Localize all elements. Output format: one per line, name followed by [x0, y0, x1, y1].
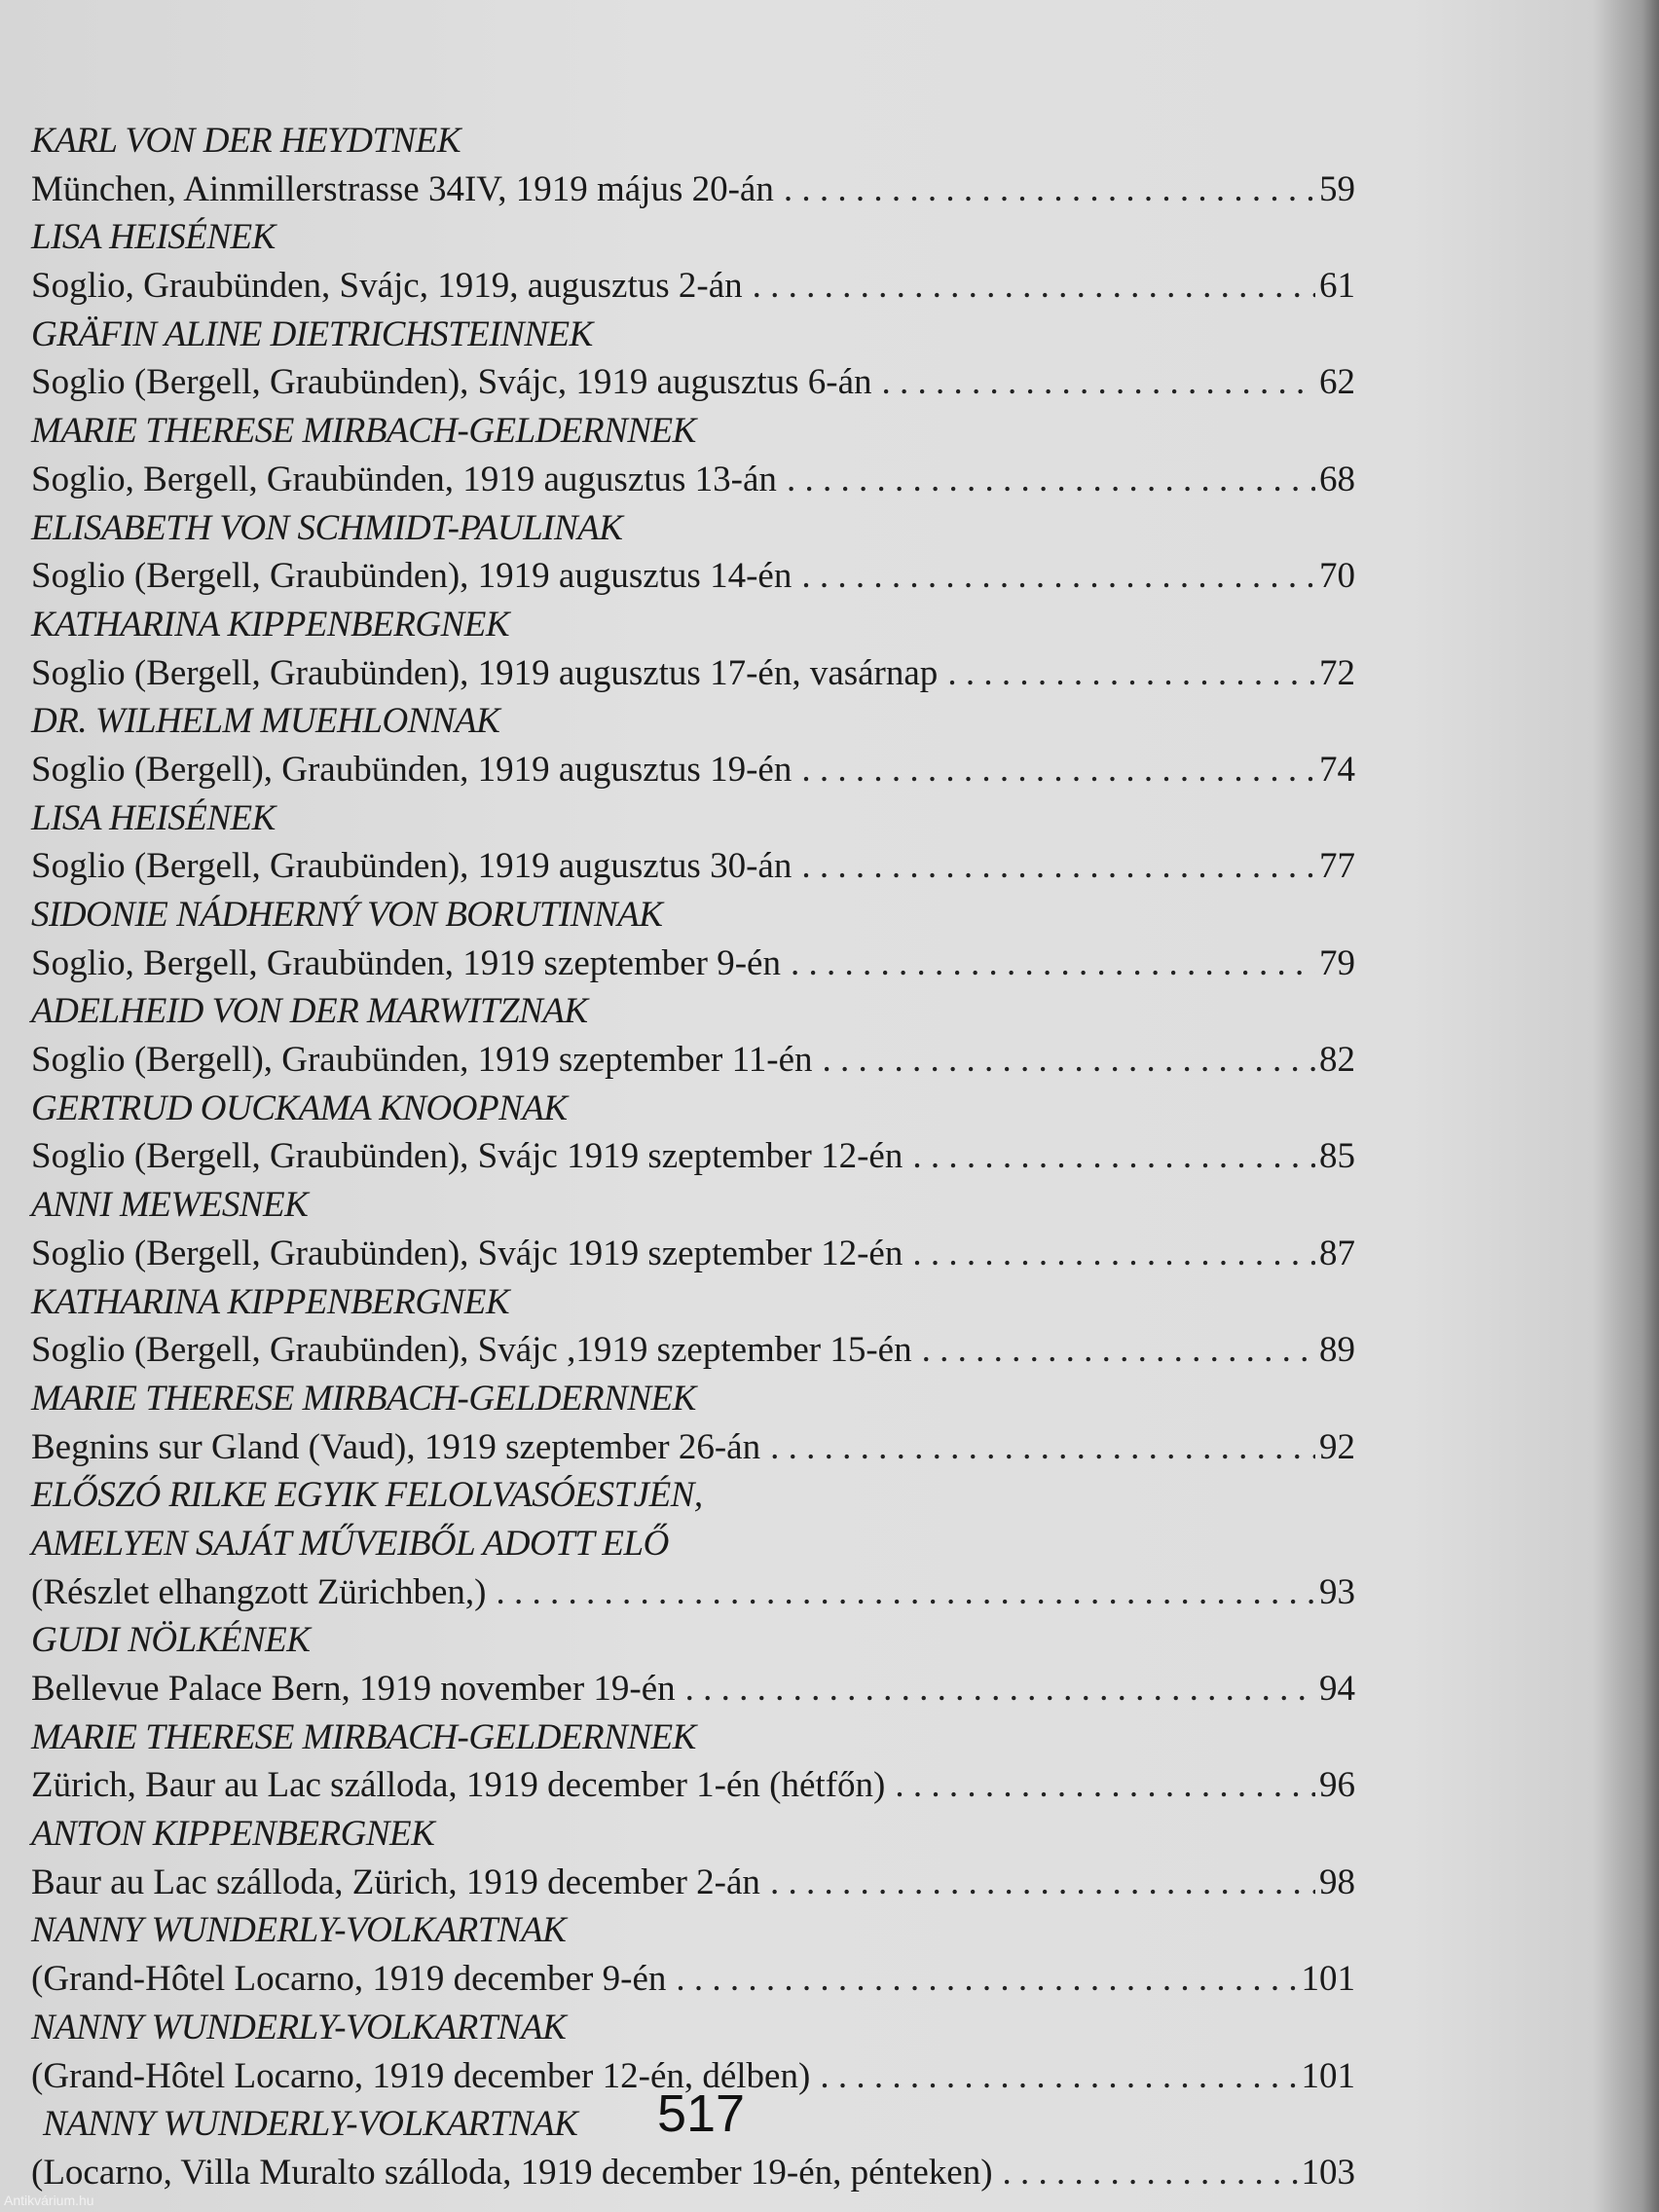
entry-place: Begnins sur Gland (Vaud), 1919 szeptember 26-án — [31, 1426, 761, 1467]
dot-leader — [784, 166, 1315, 214]
toc-entry — [31, 117, 1355, 213]
entry-place-line — [31, 1326, 1355, 1375]
entry-recipient: KATHARINA KIPPENBERGNEK — [31, 1281, 510, 1322]
watermark: Antikvárium.hu — [4, 2193, 94, 2208]
dot-leader — [685, 1665, 1315, 1714]
entry-place-line — [31, 1230, 1355, 1278]
entry-place: Soglio, Bergell, Graubünden, 1919 szeptember 9-én — [31, 942, 781, 983]
dot-leader — [770, 1859, 1315, 1907]
entry-place-line — [31, 1955, 1355, 2004]
entry-page: 72 — [1319, 652, 1355, 693]
entry-recipient: KARL VON DER HEYDTNEK — [31, 121, 461, 161]
entry-recipient: LISA HEISÉNEK — [31, 217, 276, 258]
toc-entry — [31, 213, 1355, 310]
toc-entry — [31, 1278, 1355, 1375]
entry-place-line — [31, 1423, 1355, 1472]
dot-leader — [676, 1955, 1297, 2004]
entry-recipient: LISA HEISÉNEK — [31, 797, 276, 838]
entry-place: (Grand-Hôtel Locarno, 1919 december 9-én — [31, 1959, 667, 2000]
entry-place: Soglio (Bergell, Graubünden), 1919 augusztus 17-én, vasárnap — [31, 652, 939, 693]
entry-page: 101 — [1301, 1959, 1355, 2000]
toc-entry — [31, 697, 1355, 793]
entry-page: 70 — [1319, 556, 1355, 597]
entry-place: Soglio (Bergell, Graubünden), Svájc, 1919 augusztus 6-án — [31, 362, 872, 403]
entry-recipient: GERTRUD OUCKAMA KNOOPNAK — [31, 1088, 568, 1128]
toc-entry — [31, 1616, 1355, 1713]
entry-recipient: AMELYEN SAJÁT MŰVEIBŐL ADOTT ELŐ — [31, 1523, 669, 1564]
toc-entry — [31, 1375, 1355, 1471]
entry-place-line — [31, 842, 1355, 891]
entry-recipient: ANNI MEWESNEK — [31, 1185, 309, 1226]
dot-leader — [801, 746, 1315, 794]
entry-place: Bellevue Palace Bern, 1919 november 19-én — [31, 1669, 676, 1709]
entry-page: 62 — [1319, 362, 1355, 403]
entry-place-line — [31, 1132, 1355, 1181]
entry-place: (Részlet elhangzott Zürichben,) — [31, 1571, 487, 1612]
entry-page: 103 — [1301, 2152, 1355, 2193]
entry-place-line — [31, 1761, 1355, 1810]
entry-recipient: KATHARINA KIPPENBERGNEK — [31, 604, 510, 645]
dot-leader — [922, 1326, 1315, 1375]
toc-entry — [31, 891, 1355, 987]
entry-place: Soglio (Bergell, Graubünden), Svájc ,1919 szeptember 15-én — [31, 1330, 912, 1371]
entry-place-line — [31, 358, 1355, 407]
entry-page: 96 — [1319, 1765, 1355, 1806]
entry-recipient: MARIE THERESE MIRBACH-GELDERNNEK — [31, 1716, 696, 1757]
entry-page: 98 — [1319, 1862, 1355, 1902]
toc-entry — [31, 1810, 1355, 1906]
entry-place: Soglio (Bergell, Graubünden), Svájc 1919 szeptember 12-én — [31, 1136, 903, 1177]
toc-entry — [31, 504, 1355, 601]
dot-leader — [882, 358, 1315, 407]
toc-entry — [31, 987, 1355, 1084]
entry-recipient: NANNY WUNDERLY-VOLKARTNAK — [31, 2007, 567, 2047]
entry-place-line — [31, 1036, 1355, 1085]
table-of-contents — [31, 117, 1355, 2197]
entry-page: 101 — [1301, 2055, 1355, 2096]
entry-place: Soglio (Bergell, Graubünden), 1919 augusztus 30-án — [31, 846, 793, 887]
dot-leader — [820, 2052, 1297, 2101]
entry-recipient: NANNY WUNDERLY-VOLKARTNAK — [43, 2104, 578, 2145]
entry-recipient: DR. WILHELM MUEHLONNAK — [31, 701, 500, 742]
dot-leader — [770, 1423, 1315, 1472]
entry-page: 61 — [1319, 266, 1355, 307]
entry-place: Soglio (Bergell), Graubünden, 1919 augusztus 19-én — [31, 749, 793, 790]
entry-page: 77 — [1319, 846, 1355, 887]
dot-leader — [496, 1568, 1315, 1617]
dot-leader — [1003, 2149, 1298, 2197]
entry-place-line — [31, 649, 1355, 698]
entry-place: Zürich, Baur au Lac szálloda, 1919 december 1-én (hétfőn) — [31, 1765, 886, 1806]
entry-recipient: MARIE THERESE MIRBACH-GELDERNNEK — [31, 411, 696, 452]
page-number: 517 — [656, 2084, 746, 2143]
entry-place-line — [31, 2149, 1355, 2197]
toc-entry — [31, 601, 1355, 697]
entry-recipient: NANNY WUNDERLY-VOLKARTNAK — [31, 1910, 567, 1951]
dot-leader — [801, 842, 1315, 891]
entry-page: 74 — [1319, 749, 1355, 790]
dot-leader — [787, 456, 1315, 504]
toc-entry — [31, 1906, 1355, 2003]
entry-place-line — [31, 552, 1355, 601]
entry-place-line — [31, 262, 1355, 311]
entry-place: (Locarno, Villa Muralto szálloda, 1919 december 19-én, pénteken) — [31, 2152, 993, 2193]
entry-recipient: MARIE THERESE MIRBACH-GELDERNNEK — [31, 1378, 696, 1419]
entry-place: Baur au Lac szálloda, Zürich, 1919 december 2-án — [31, 1862, 760, 1902]
entry-page: 85 — [1319, 1136, 1355, 1177]
dot-leader — [753, 262, 1315, 311]
dot-leader — [895, 1761, 1315, 1810]
entry-place: Soglio (Bergell, Graubünden), 1919 augusztus 14-én — [31, 556, 793, 597]
entry-place-line — [31, 456, 1355, 504]
entry-place-line — [31, 1665, 1355, 1714]
entry-place-line — [31, 746, 1355, 794]
entry-page: 87 — [1319, 1233, 1355, 1273]
entry-page: 94 — [1319, 1669, 1355, 1709]
entry-page: 79 — [1319, 942, 1355, 983]
toc-entry — [31, 407, 1355, 503]
entry-place: Soglio (Bergell), Graubünden, 1919 szeptember 11-én — [31, 1040, 813, 1081]
dot-leader — [912, 1132, 1315, 1181]
entry-page: 89 — [1319, 1330, 1355, 1371]
toc-entry — [31, 1471, 1355, 1616]
toc-entry — [31, 794, 1355, 891]
entry-recipient: ADELHEID VON DER MARWITZNAK — [31, 991, 588, 1032]
entry-place-line — [31, 940, 1355, 988]
entry-place: Soglio, Bergell, Graubünden, 1919 augusztus 13-án — [31, 459, 777, 499]
dot-leader — [823, 1036, 1316, 1085]
entry-page: 82 — [1319, 1040, 1355, 1081]
entry-place: Soglio, Graubünden, Svájc, 1919, augusztus 2-án — [31, 266, 743, 307]
entry-place-line — [31, 1859, 1355, 1907]
entry-place: München, Ainmillerstrasse 34IV, 1919 május 20-án — [31, 168, 774, 209]
dot-leader — [801, 552, 1315, 601]
dot-leader — [912, 1230, 1315, 1278]
entry-page: 93 — [1319, 1571, 1355, 1612]
entry-recipient: GUDI NÖLKÉNEK — [31, 1620, 311, 1661]
entry-place-line — [31, 166, 1355, 214]
entry-page: 59 — [1319, 168, 1355, 209]
toc-entry — [31, 1181, 1355, 1277]
entry-recipient: GRÄFIN ALINE DIETRICHSTEINNEK — [31, 313, 593, 354]
entry-place: (Grand-Hôtel Locarno, 1919 december 12-én, délben) — [31, 2055, 811, 2096]
dot-leader — [791, 940, 1315, 988]
entry-place-line — [31, 1568, 1355, 1617]
entry-recipient: ELISABETH VON SCHMIDT-PAULINAK — [31, 507, 623, 548]
entry-page: 92 — [1319, 1426, 1355, 1467]
entry-recipient: ANTON KIPPENBERGNEK — [31, 1814, 435, 1855]
toc-entry — [31, 1085, 1355, 1181]
entry-page: 68 — [1319, 459, 1355, 499]
entry-recipient: SIDONIE NÁDHERNÝ VON BORUTINNAK — [31, 895, 663, 935]
entry-recipient: ELŐSZÓ RILKE EGYIK FELOLVASÓESTJÉN, — [31, 1475, 703, 1516]
toc-entry — [31, 1714, 1355, 1810]
toc-entry — [31, 311, 1355, 407]
entry-place: Soglio (Bergell, Graubünden), Svájc 1919 szeptember 12-én — [31, 1233, 903, 1273]
dot-leader — [947, 649, 1315, 698]
